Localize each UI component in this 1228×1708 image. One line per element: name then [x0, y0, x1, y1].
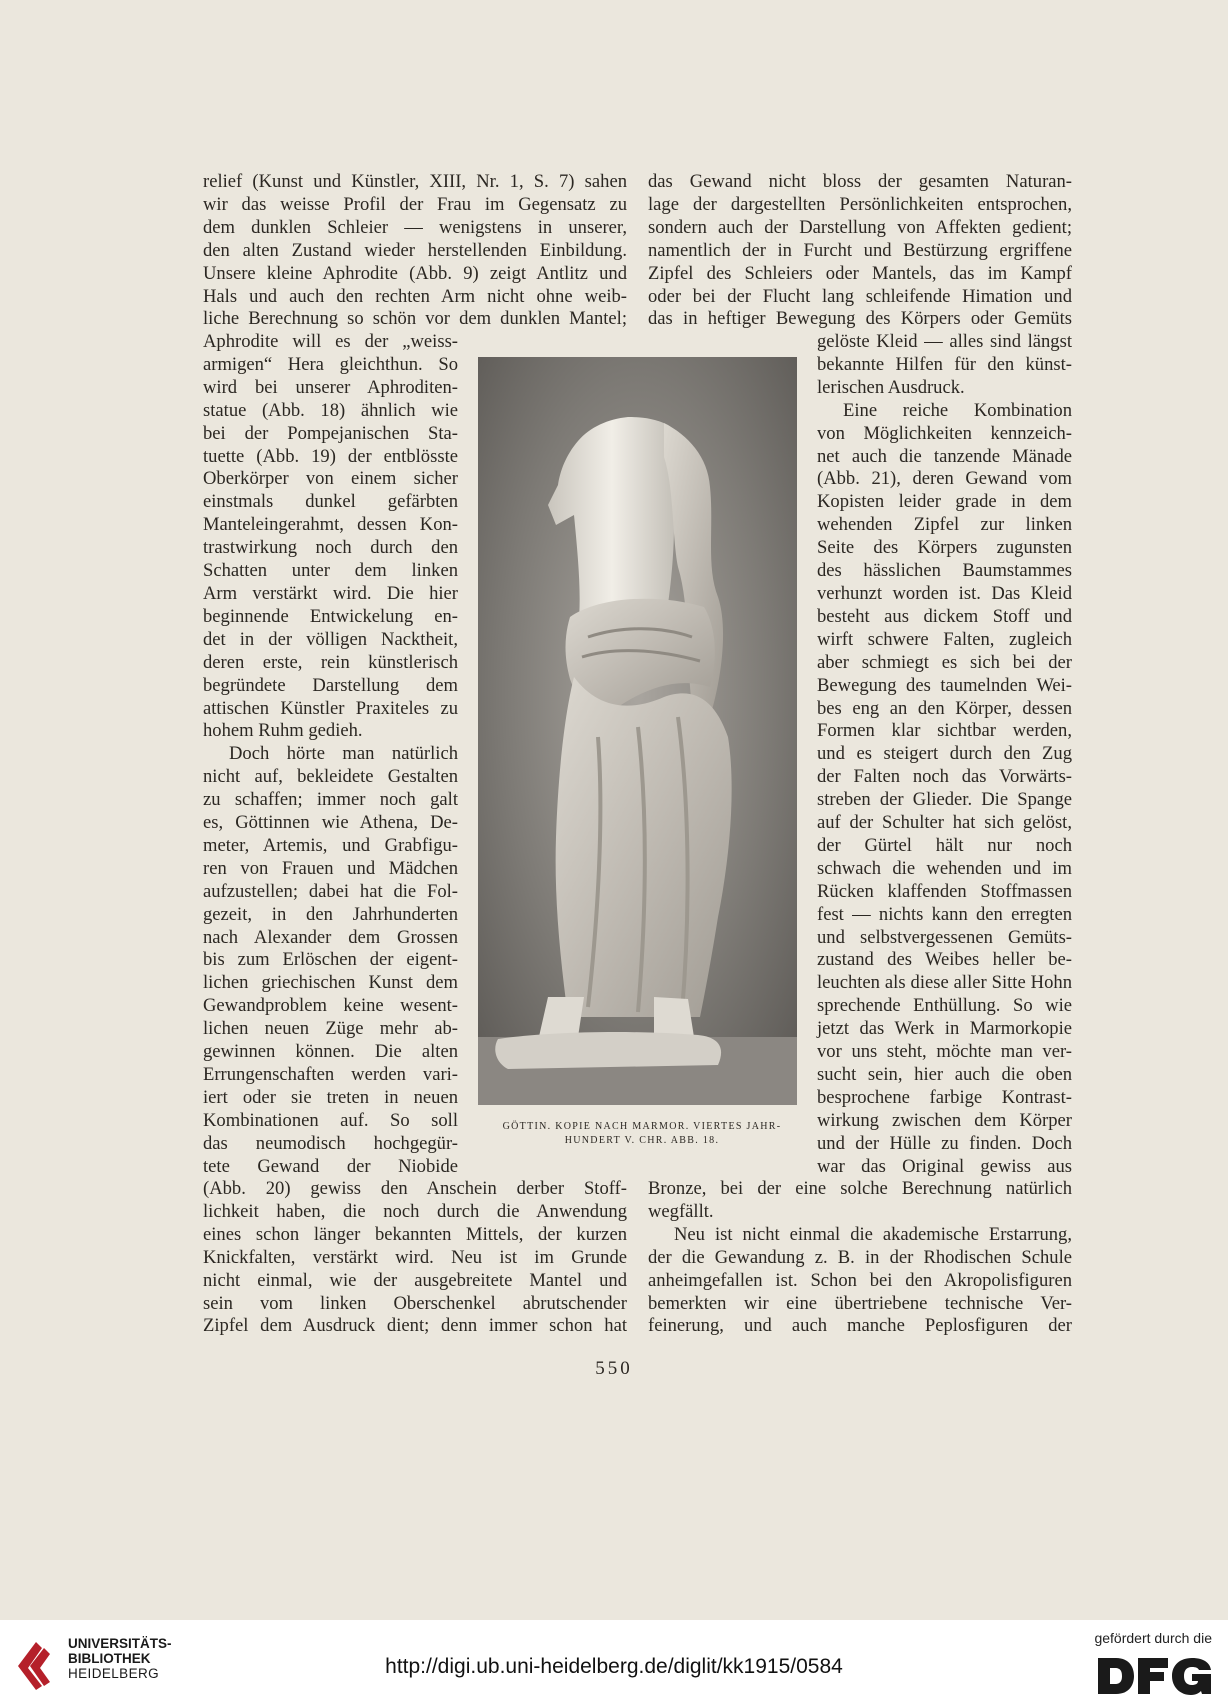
text-line: meter, Artemis, und Grabfigu-: [203, 834, 458, 856]
text-line: wegfällt.: [648, 1200, 714, 1222]
sponsor-note: gefördert durch die: [1094, 1630, 1212, 1646]
text-line: sein vom linken Oberschenkel abrutschender: [203, 1292, 627, 1314]
text-line: liche Berechnung so schön vor dem dunklen Mantel;: [203, 308, 627, 330]
text-line: Zipfel des Schleiers oder Mantels, das im Kampf: [648, 262, 1072, 284]
right-column-bottom: [648, 1178, 1072, 1338]
text-line: schwach die wehenden und im: [817, 857, 1072, 879]
text-line: (Abb. 21), deren Gewand vom: [817, 468, 1072, 490]
text-line: jetzt das Werk in Marmorkopie: [817, 1018, 1072, 1040]
text-line: der die Gewandung z. B. in der Rhodischen Schule: [648, 1246, 1072, 1268]
text-line: Hals und auch den rechten Arm nicht ohne weib-: [203, 285, 627, 307]
left-column-narrow: [203, 331, 458, 1179]
text-line: vor uns steht, möchte man ver-: [817, 1041, 1072, 1063]
text-line: zustand des Weibes heller be-: [817, 949, 1072, 971]
text-line: tete Gewand der Niobide: [203, 1155, 458, 1177]
text-line: es, Göttinnen wie Athena, De-: [203, 812, 458, 834]
text-line: der Falten noch das Vorwärts-: [817, 766, 1072, 788]
text-line: beginnende Entwickelung en-: [203, 605, 458, 627]
text-line: gezeit, in den Jahrhunderten: [203, 903, 458, 925]
text-line: Knickfalten, verstärkt wird. Neu ist im Grunde: [203, 1246, 627, 1268]
text-line: lichen griechischen Kunst dem: [203, 972, 458, 994]
text-line: das Gewand nicht bloss der gesamten Naturan-: [648, 171, 1072, 192]
text-line: aber schmiegt es sich bei der: [817, 651, 1072, 673]
text-line: Formen klar sichtbar werden,: [817, 720, 1072, 742]
text-line: Unsere kleine Aphrodite (Abb. 9) zeigt Antlitz und: [203, 262, 627, 284]
text-line: besprochene farbige Kontrast-: [817, 1086, 1072, 1108]
text-line: nicht einmal, wie der ausgebreitete Mantel und: [203, 1269, 627, 1291]
left-column-top: [203, 171, 627, 331]
text-line: deren erste, rein künstlerisch: [203, 651, 458, 673]
caption-line-1: GÖTTIN. KOPIE NACH MARMOR. VIERTES JAHR-: [502, 1121, 782, 1132]
text-line: nach Alexander dem Grossen: [203, 926, 458, 948]
text-line: (Abb. 20) gewiss den Anschein derber Stoff-: [203, 1178, 627, 1199]
text-line: eines schon länger bekannten Mittels, der kurzen: [203, 1223, 627, 1245]
text-line: Gewandproblem keine wesent-: [203, 995, 458, 1017]
text-line: sprechende Enthüllung. So wie: [817, 995, 1072, 1017]
library-name-line-3: HEIDELBERG: [68, 1666, 160, 1681]
text-line: tuette (Abb. 19) der entblösste: [203, 445, 458, 467]
text-line: streben der Glieder. Die Spange: [817, 789, 1072, 811]
text-line: lichen neuen Züge mehr ab-: [203, 1018, 458, 1040]
text-line: Seite des Körpers zugunsten: [817, 537, 1072, 559]
text-line: bemerkten wir eine übertriebene technische Ver-: [648, 1292, 1072, 1314]
text-line: einstmals dunkel gefärbten: [203, 491, 458, 513]
text-line: Errungenschaften werden vari-: [203, 1064, 458, 1085]
text-line: nicht auf, bekleidete Gestalten: [203, 766, 458, 788]
text-line: net auch die tanzende Mänade: [817, 445, 1072, 467]
text-line: wir das weisse Profil der Frau im Gegensatz zu: [203, 193, 627, 215]
text-line: fest — nichts kann den erregten: [817, 903, 1072, 925]
text-line: begründete Darstellung dem: [203, 674, 458, 696]
text-line: Zipfel dem Ausdruck dient; denn immer schon hat: [203, 1315, 627, 1337]
text-line: wehenden Zipfel zur linken: [817, 514, 1072, 536]
text-line: war das Original gewiss aus: [817, 1155, 1072, 1177]
page-number: 550: [595, 1358, 633, 1379]
text-line: lage der dargestellten Persönlichkeiten entsprochen,: [648, 193, 1072, 215]
text-line: namentlich der in Furcht und Bestürzung ergriffene: [648, 239, 1072, 261]
text-line: trastwirkung noch durch den: [203, 537, 458, 559]
text-line: det in der völligen Nacktheit,: [203, 628, 458, 650]
text-line: aufzustellen; dabei hat die Fol-: [203, 880, 458, 902]
text-line: das neumodisch hochgegür-: [203, 1132, 458, 1154]
text-line: oder bei der Flucht lang schleifende Himation und: [648, 285, 1072, 307]
text-line: und der Hülle zu finden. Doch: [817, 1132, 1072, 1154]
text-line: armigen“ Hera gleichthun. So: [203, 353, 458, 375]
text-line: verhunzt worden ist. Das Kleid: [817, 582, 1072, 604]
text-line: Oberkörper von einem sicher: [203, 468, 458, 490]
text-line: wird bei unserer Aphroditen-: [203, 376, 458, 398]
text-line: bei der Pompejanischen Sta-: [203, 422, 458, 444]
text-line: Arm verstärkt wird. Die hier: [203, 582, 458, 604]
text-line: Manteleingerahmt, dessen Kon-: [203, 514, 458, 536]
text-line: statue (Abb. 18) ähnlich wie: [203, 399, 458, 421]
text-line: wirkung zwischen dem Körper: [817, 1109, 1072, 1131]
permalink-url[interactable]: http://digi.ub.uni-heidelberg.de/diglit/kk1915/0584: [385, 1655, 843, 1678]
text-line: gelöste Kleid — alles sind längst: [817, 331, 1072, 352]
text-line: Kopisten leider grade in dem: [817, 491, 1072, 513]
text-line: Doch hörte man natürlich: [229, 743, 458, 765]
text-line: iert oder sie treten in neuen: [203, 1086, 458, 1108]
figure-caption: [478, 1120, 806, 1148]
text-line: wirft schwere Falten, zugleich: [817, 628, 1072, 650]
text-line: des hässlichen Baumstammes: [817, 560, 1072, 582]
text-line: von Möglichkeiten kennzeich-: [817, 422, 1072, 444]
text-line: bes eng an den Körper, dessen: [817, 697, 1072, 719]
left-column-bottom: [203, 1178, 627, 1338]
text-line: dem dunklen Schleier — wenigstens in unserer,: [203, 216, 627, 238]
right-column-narrow: [817, 331, 1072, 1179]
caption-line-2: HUNDERT V. CHR. ABB. 18.: [564, 1135, 720, 1146]
text-line: Kombinationen auf. So soll: [203, 1109, 458, 1131]
text-line: Eine reiche Kombination: [843, 399, 1072, 421]
text-line: attischen Künstler Praxiteles zu: [203, 697, 458, 719]
text-line: zu schaffen; immer noch galt: [203, 789, 458, 811]
text-line: gewinnen können. Die alten: [203, 1041, 458, 1063]
text-line: leuchten als diese aller Sitte Hohn: [817, 972, 1072, 994]
text-line: lerischen Ausdruck.: [817, 376, 965, 398]
text-line: bis zum Erlöschen der eigent-: [203, 949, 458, 971]
statue-photograph: [478, 357, 797, 1105]
dfg-logo-icon[interactable]: [1096, 1654, 1212, 1698]
text-line: Neu ist nicht einmal die akademische Erstarrung,: [674, 1223, 1072, 1245]
text-line: anheimgefallen ist. Schon bei den Akropolisfiguren: [648, 1269, 1072, 1291]
text-line: ren von Frauen und Mädchen: [203, 857, 458, 879]
text-line: den alten Zustand wieder herstellenden Einbildung.: [203, 239, 627, 261]
text-line: Schatten unter dem linken: [203, 560, 458, 582]
text-line: der Gürtel hält nur noch: [817, 834, 1072, 856]
text-line: und es steigert durch den Zug: [817, 743, 1072, 765]
text-line: Rücken klaffenden Stoffmassen: [817, 880, 1072, 902]
text-line: relief (Kunst und Künstler, XIII, Nr. 1, S. 7) sahen: [203, 171, 627, 192]
text-line: sondern auch der Darstellung von Affekten gedient;: [648, 216, 1072, 238]
text-line: bekannte Hilfen für den künst-: [817, 353, 1072, 375]
text-line: feinerung, und auch manche Peplosfiguren der: [648, 1315, 1072, 1337]
library-name-line-2: BIBLIOTHEK: [68, 1651, 151, 1666]
text-line: auf der Schulter hat sich gelöst,: [817, 812, 1072, 834]
library-name-line-1: UNIVERSITÄTS-: [68, 1636, 172, 1651]
text-line: hohem Ruhm gedieh.: [203, 720, 363, 742]
right-column-top: [648, 171, 1072, 331]
text-line: das in heftiger Bewegung des Körpers oder Gemüts: [648, 308, 1072, 330]
text-line: sucht sein, hier auch die oben: [817, 1064, 1072, 1085]
text-line: lichkeit haben, die noch durch die Anwendung: [203, 1200, 627, 1222]
text-line: Aphrodite will es der „weiss-: [203, 331, 458, 352]
text-line: und selbstvergessenen Gemüts-: [817, 926, 1072, 948]
text-line: besteht aus dickem Stoff und: [817, 605, 1072, 627]
text-line: Bewegung des taumelnden Wei-: [817, 674, 1072, 696]
text-line: Bronze, bei der eine solche Berechnung natürlich: [648, 1178, 1072, 1199]
